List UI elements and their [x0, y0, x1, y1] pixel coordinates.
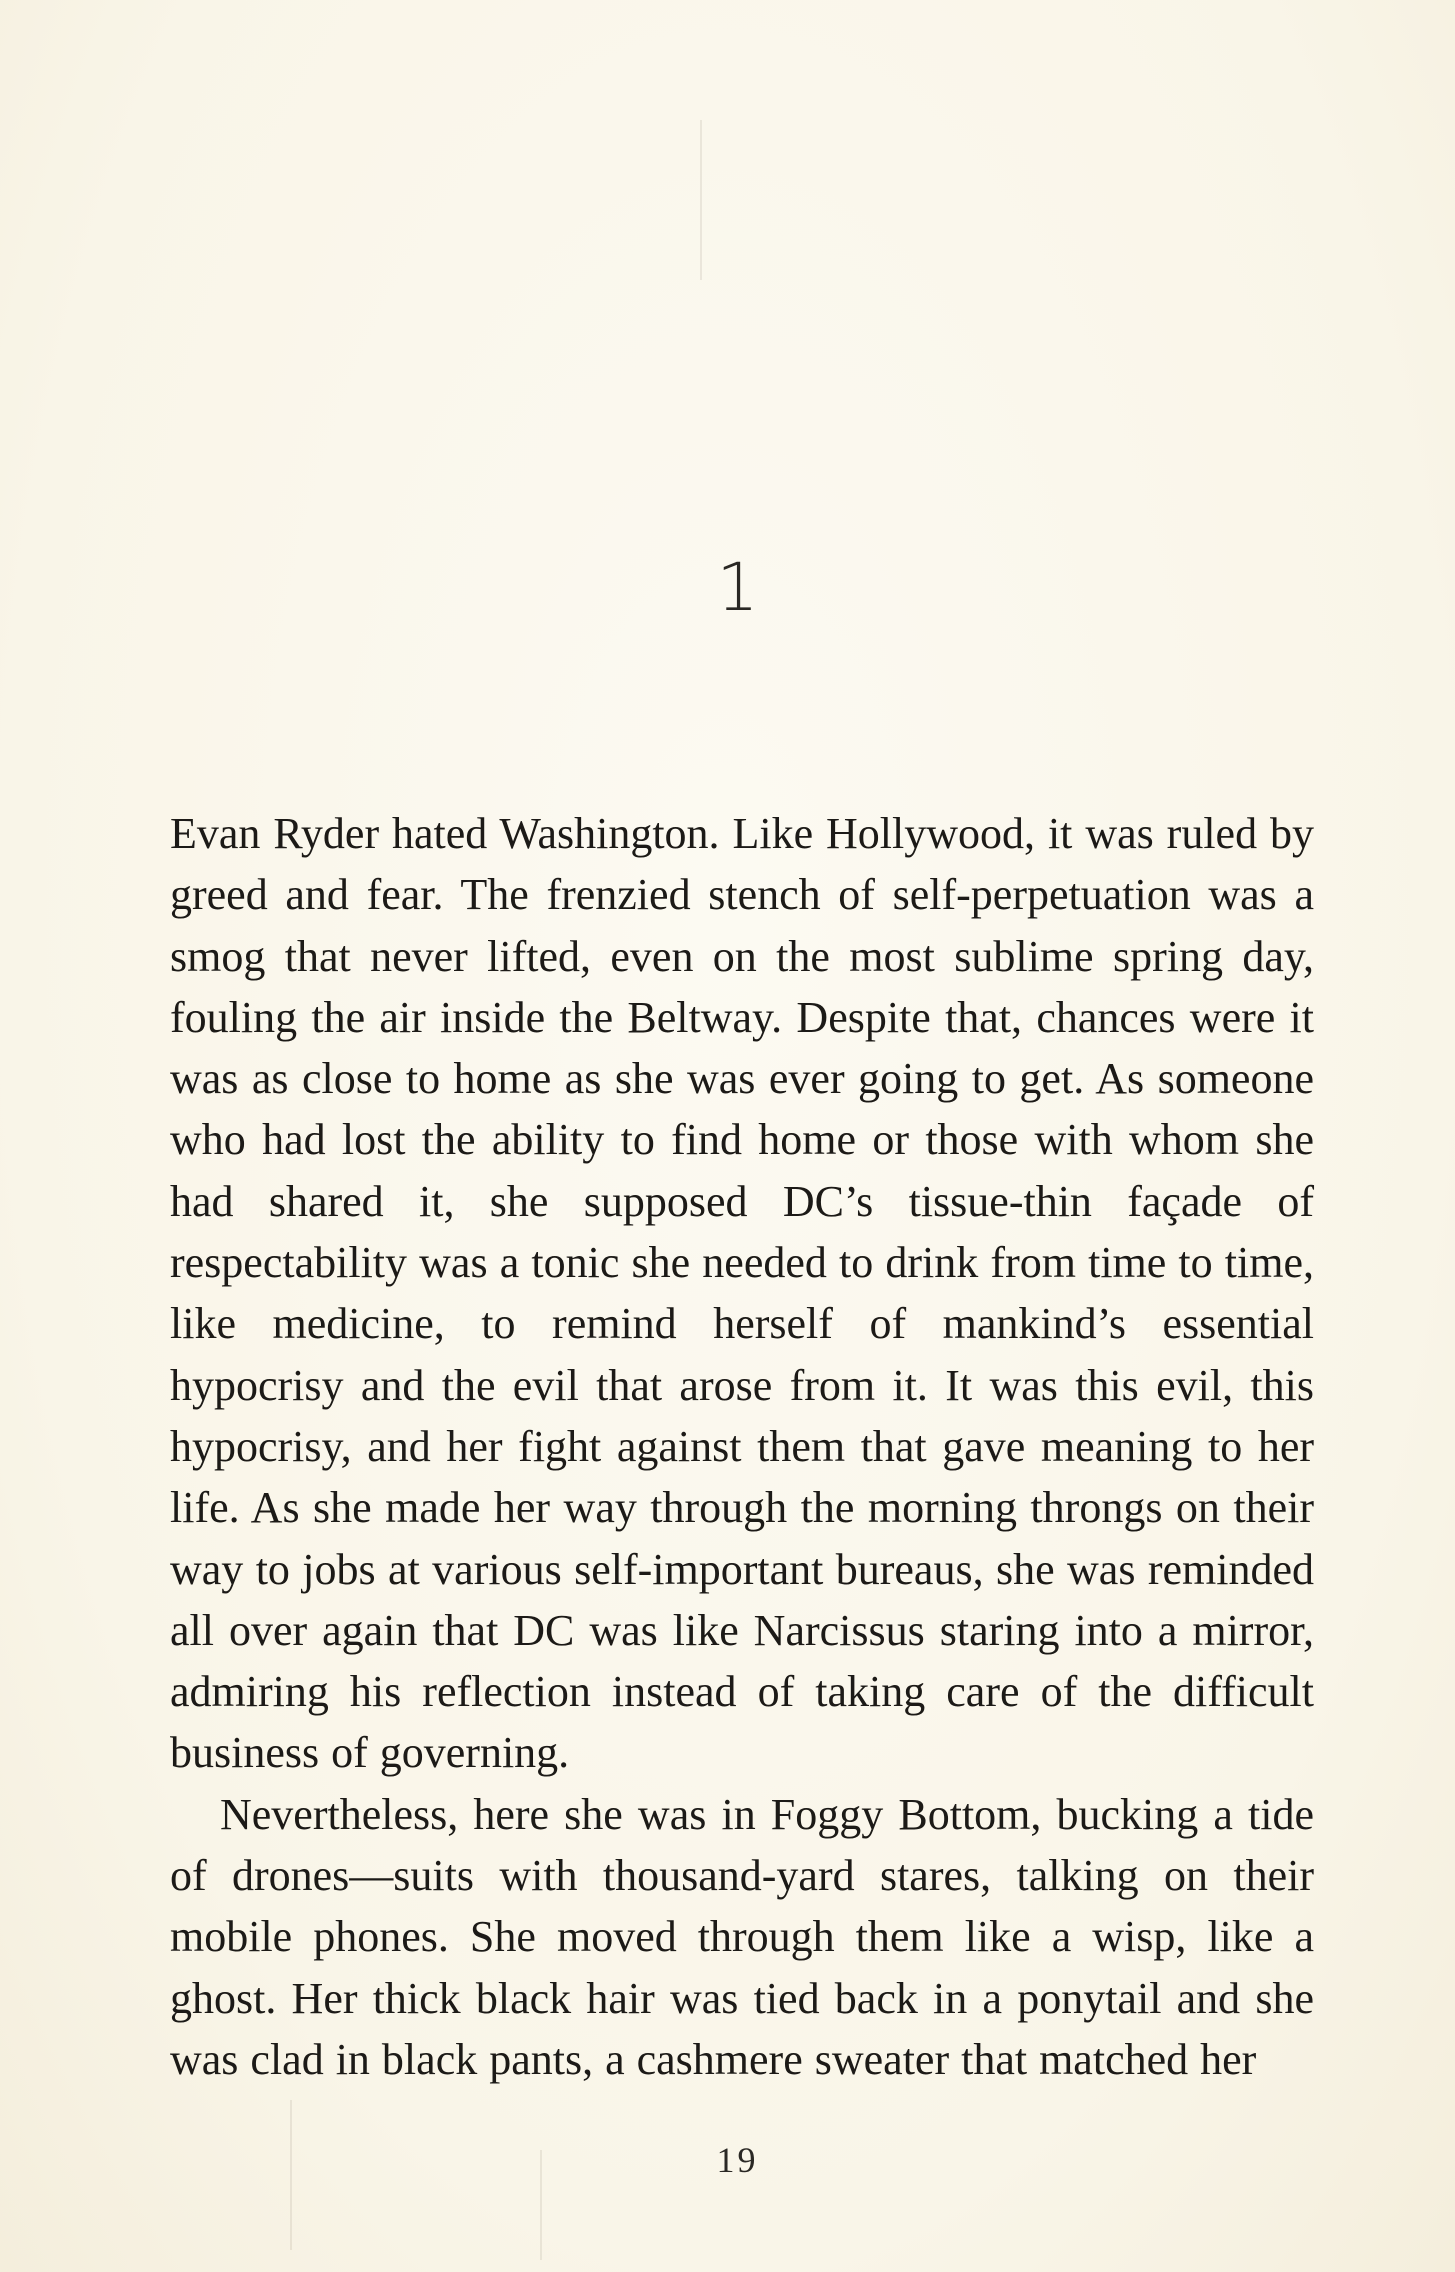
- paragraph-1: Evan Ryder hated Washington. Like Hollywood, it was ruled by greed and fear. The frenzied stench of self-perpetuation was a smog that never lifted, even on the most sublime spring day, fouling the air inside the Beltway. Despite that, chances were it was as close to home as she was ever going to get. As someone who had lost the ability to find home or those with whom she had shared it, she supposed DC’s tissue-thin façade of respectability was a tonic she needed to drink from time to time, like medicine, to remind herself of mankind’s essential hypocrisy and the evil that arose from it. It was this evil, this hypocrisy, and her fight against them that gave meaning to her life. As she made her way through the morning throngs on their way to jobs at various self-important bureaus, she was reminded all over again that DC was like Narcissus staring into a mirror, admiring his reflection instead of taking care of the difficult business of governing.: [170, 809, 1314, 1778]
- chapter-number: 1: [716, 549, 759, 626]
- bleed-through-mark: [700, 120, 702, 280]
- page-number: 19: [716, 2140, 759, 2180]
- paragraph-2: Nevertheless, here she was in Foggy Bottom, bucking a tide of drones—suits with thousand-yard stares, talking on their mobile phones. She moved through them like a wisp, like a ghost. Her thick black hair was tied back in a ponytail and she was clad in black pants, a cashmere sweater that matched her: [170, 1789, 1314, 2084]
- chapter-body: [170, 803, 1314, 2090]
